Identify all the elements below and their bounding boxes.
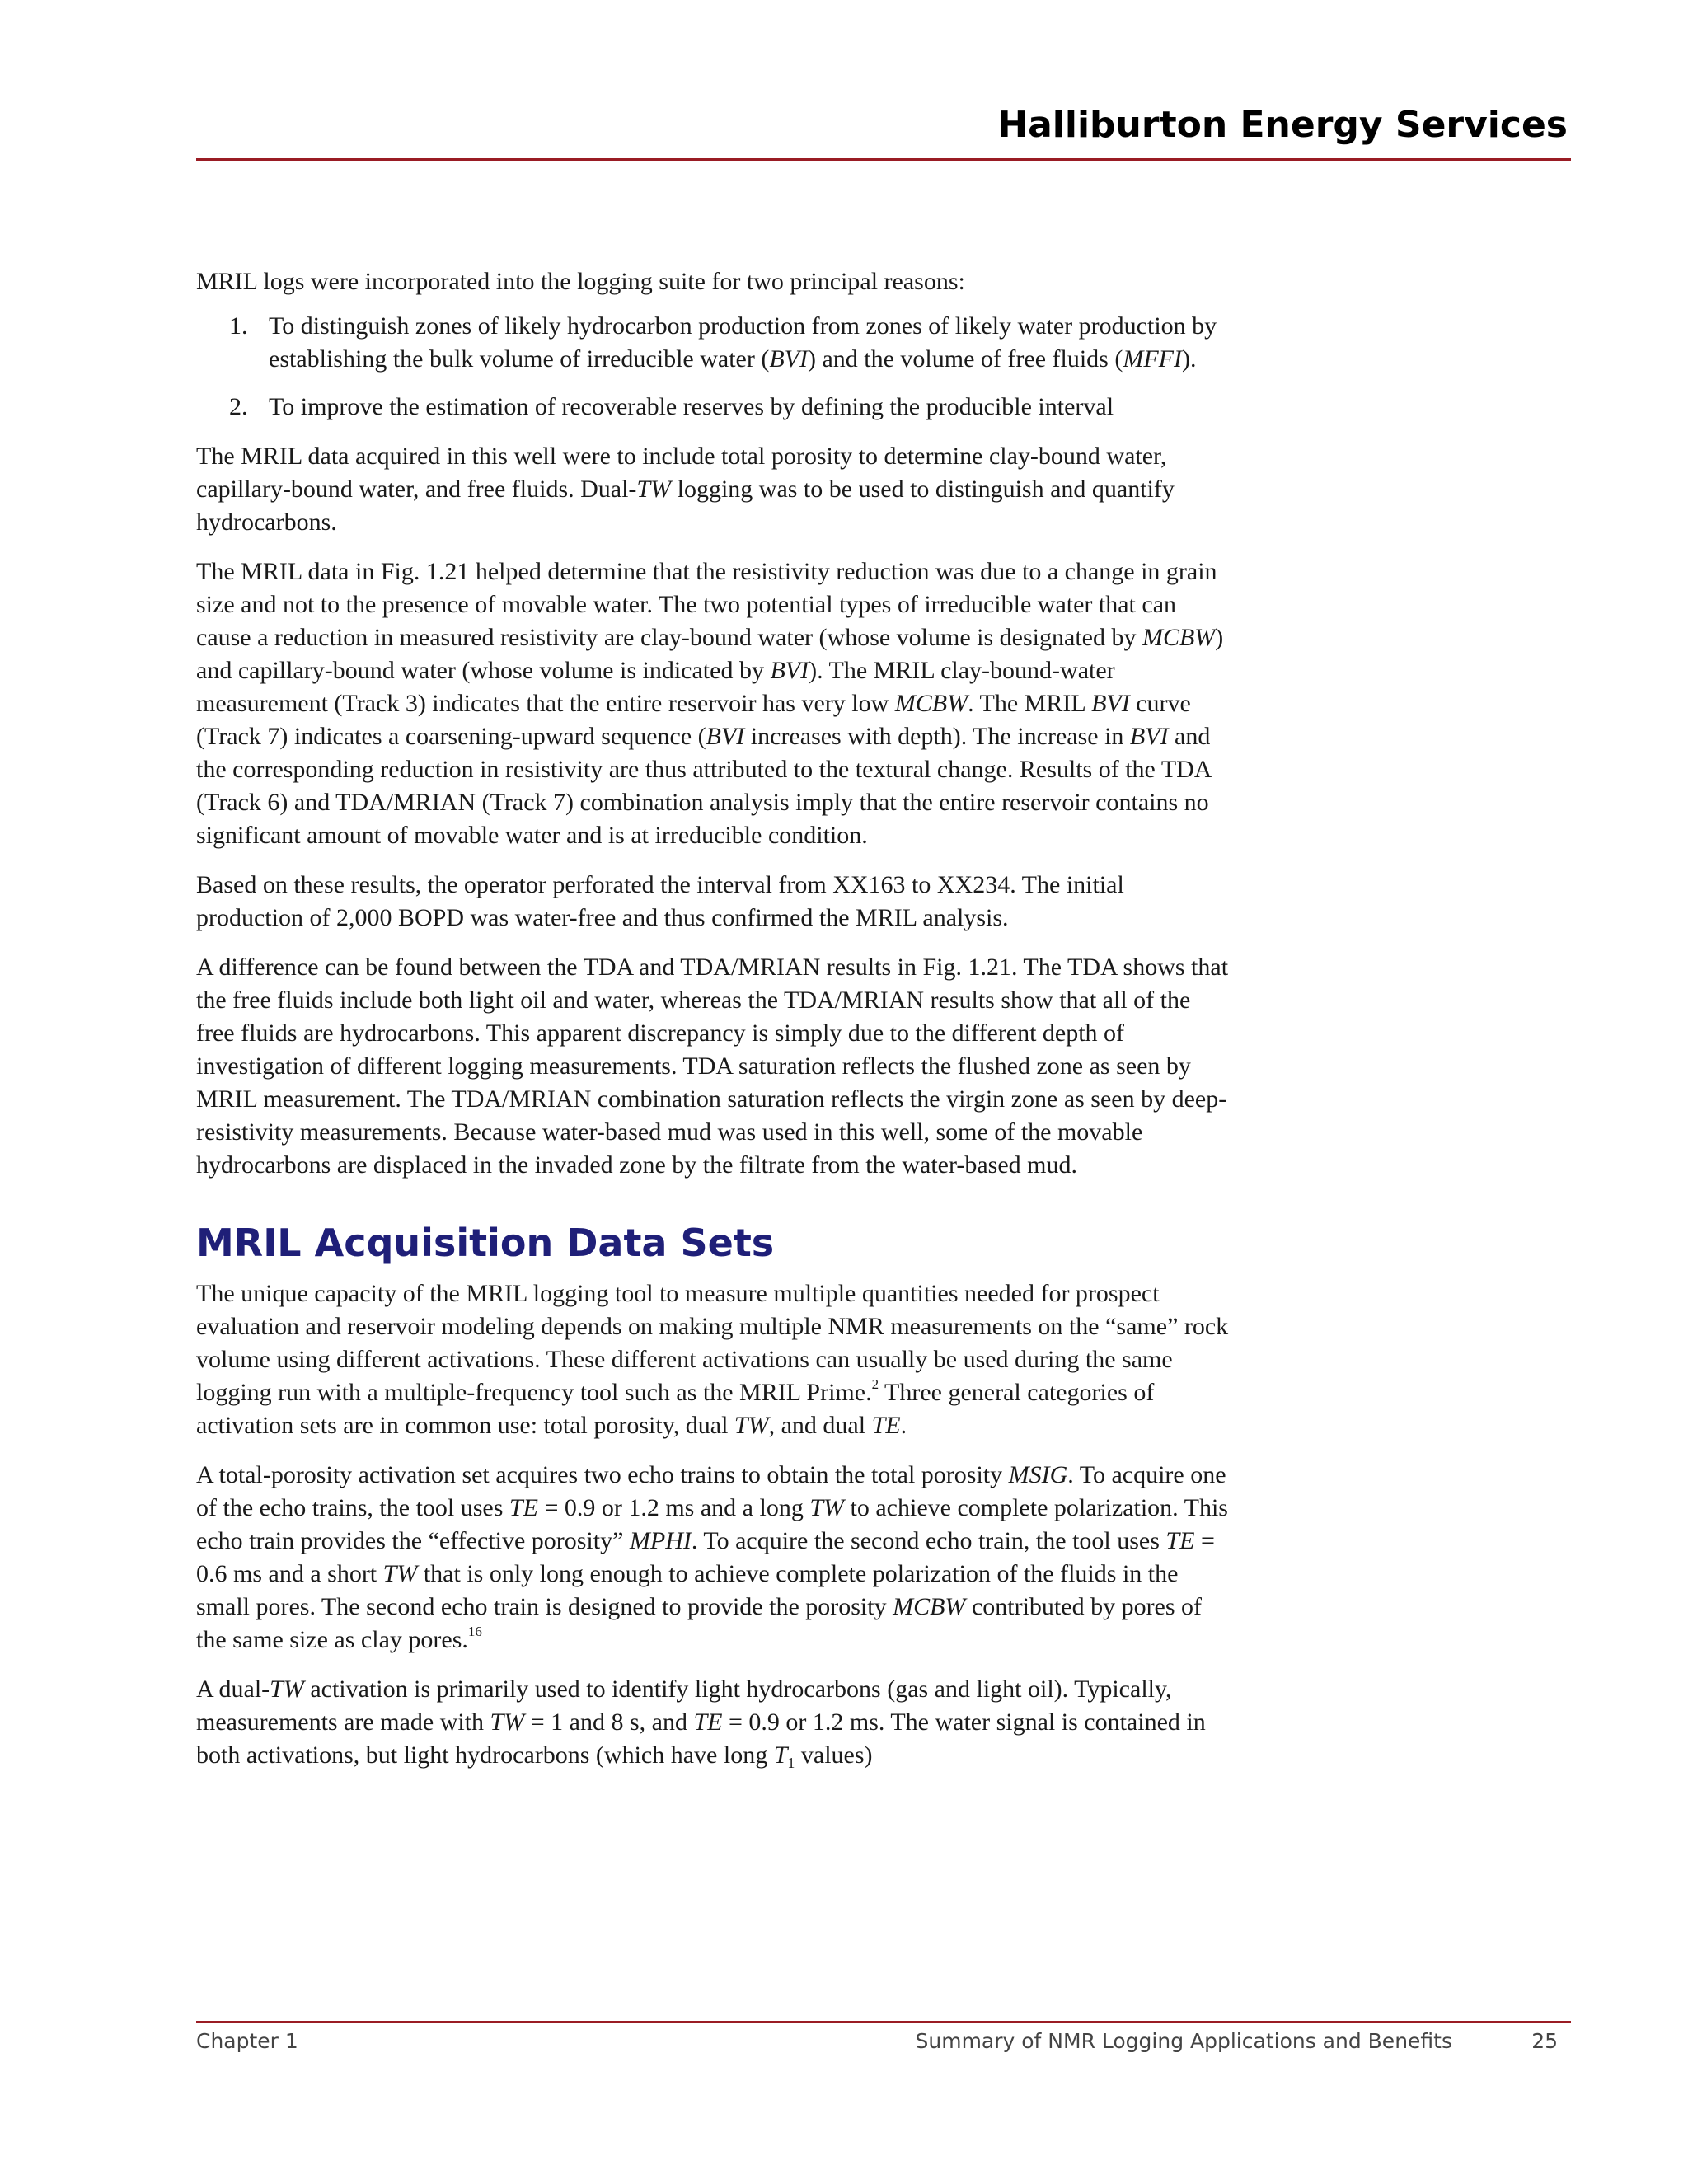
results-paragraph: Based on these results, the operator perforated the interval from XX163 to XX234. The initial production of 2,000 BOPD was water-free and thus confirmed the MRIL analysis. — [196, 871, 1124, 931]
page-body — [196, 265, 1235, 1788]
figure-analysis-paragraph: The MRIL data in Fig. 1.21 helped determine that the resistivity reduction was due to a change in grain size and not to the presence of movable water. The two potential types of irreducible water that can cause a reduction in measured resistivity are clay-bound water (whose volume is designated by MCBW) and capillary-bound water (whose volume is indicated by BVI). The MRIL clay-bound-water measurement (Track 3) indicates that the entire reservoir has very low MCBW. The MRIL BVI curve (Track 7) indicates a coarsening-upward sequence (BVI increases with depth). The increase in BVI and the corresponding reduction in resistivity are thus attributed to the textural change. Results of the TDA (Track 6) and TDA/MRIAN (Track 7) combination analysis imply that the entire reservoir contains no significant amount of movable water and is at irreducible condition. — [196, 558, 1224, 849]
list-number: 2. — [229, 393, 248, 420]
dual-tw-paragraph: The MRIL data acquired in this well were to include total porosity to determine clay-bound water, capillary-bound water, and free fluids. Dual-TW logging was to be used to distinguish and quantify hydrocarbons. — [196, 443, 1175, 536]
footer-divider — [196, 2021, 1571, 2023]
running-header: Halliburton Energy Services — [997, 104, 1568, 146]
footnote-reference: 16 — [467, 1624, 482, 1639]
footer-chapter-title: Summary of NMR Logging Applications and Benefits — [915, 2029, 1452, 2053]
page-number: 25 — [1531, 2029, 1558, 2053]
intro-paragraph: MRIL logs were incorporated into the logging suite for two principal reasons: — [196, 268, 965, 295]
list-item: 2. To improve the estimation of recoverable reserves by defining the producible interval — [196, 391, 1235, 424]
difference-paragraph: A difference can be found between the TDA and TDA/MRIAN results in Fig. 1.21. The TDA shows that the free fluids include both light oil and water, whereas the TDA/MRIAN results show that all of the free fluids are hydrocarbons. This apparent discrepancy is simply due to the different depth of investigation of different logging measurements. TDA saturation reflects the flushed zone as seen by MRIL measurement. The TDA/MRIAN combination saturation reflects the virgin zone as seen by deep-resistivity measurements. Because water-based mud was used in this well, some of the movable hydrocarbons are displaced in the invaded zone by the filtrate from the water-based mud. — [196, 954, 1229, 1179]
footer-chapter: Chapter 1 — [196, 2029, 298, 2053]
total-porosity-paragraph: A total-porosity activation set acquires two echo trains to obtain the total porosity MSIG. To acquire one of the echo trains, the tool uses TE = 0.9 or 1.2 ms and a long TW to achieve complete polarization. This echo train provides the “effective porosity” MPHI. To acquire the second echo train, the tool uses TE = 0.6 ms and a short TW that is only long enough to achieve complete polarization of the fluids in the small pores. The second echo train is designed to provide the porosity MCBW contributed by pores of the same size as clay pores.$^{16}$ — [196, 1461, 1228, 1653]
list-item: 1. To distinguish zones of likely hydrocarbon production from zones of likely water production by establishing the bulk volume of irreducible water (BVI) and the volume of free fluids (MFFI). — [196, 310, 1235, 376]
header-divider — [196, 158, 1571, 161]
reasons-list — [196, 310, 1235, 424]
footnote-reference: 2 — [871, 1376, 879, 1392]
unique-capacity-paragraph: The unique capacity of the MRIL logging tool to measure multiple quantities needed for prospect evaluation and reservoir modeling depends on making multiple NMR measurements on the “same” rock volume using different activations. These different activations can usually be used during the same logging run with a multiple-frequency tool such as the MRIL Prime.$^2$ Three general categories of activation sets are in common use: total porosity, dual TW, and dual TE. — [196, 1280, 1229, 1439]
list-number: 1. — [229, 312, 248, 340]
dual-tw-activation-paragraph: A dual-TW activation is primarily used to identify light hydrocarbons (gas and light oil). Typically, measurements are made with TW = 1 and 8 s, and TE = 0.9 or 1.2 ms. The water signal is contained in both activations, but light hydrocarbons (which have long $T_1$ values) — [196, 1675, 1206, 1771]
section-heading: MRIL Acquisition Data Sets — [196, 1221, 775, 1265]
